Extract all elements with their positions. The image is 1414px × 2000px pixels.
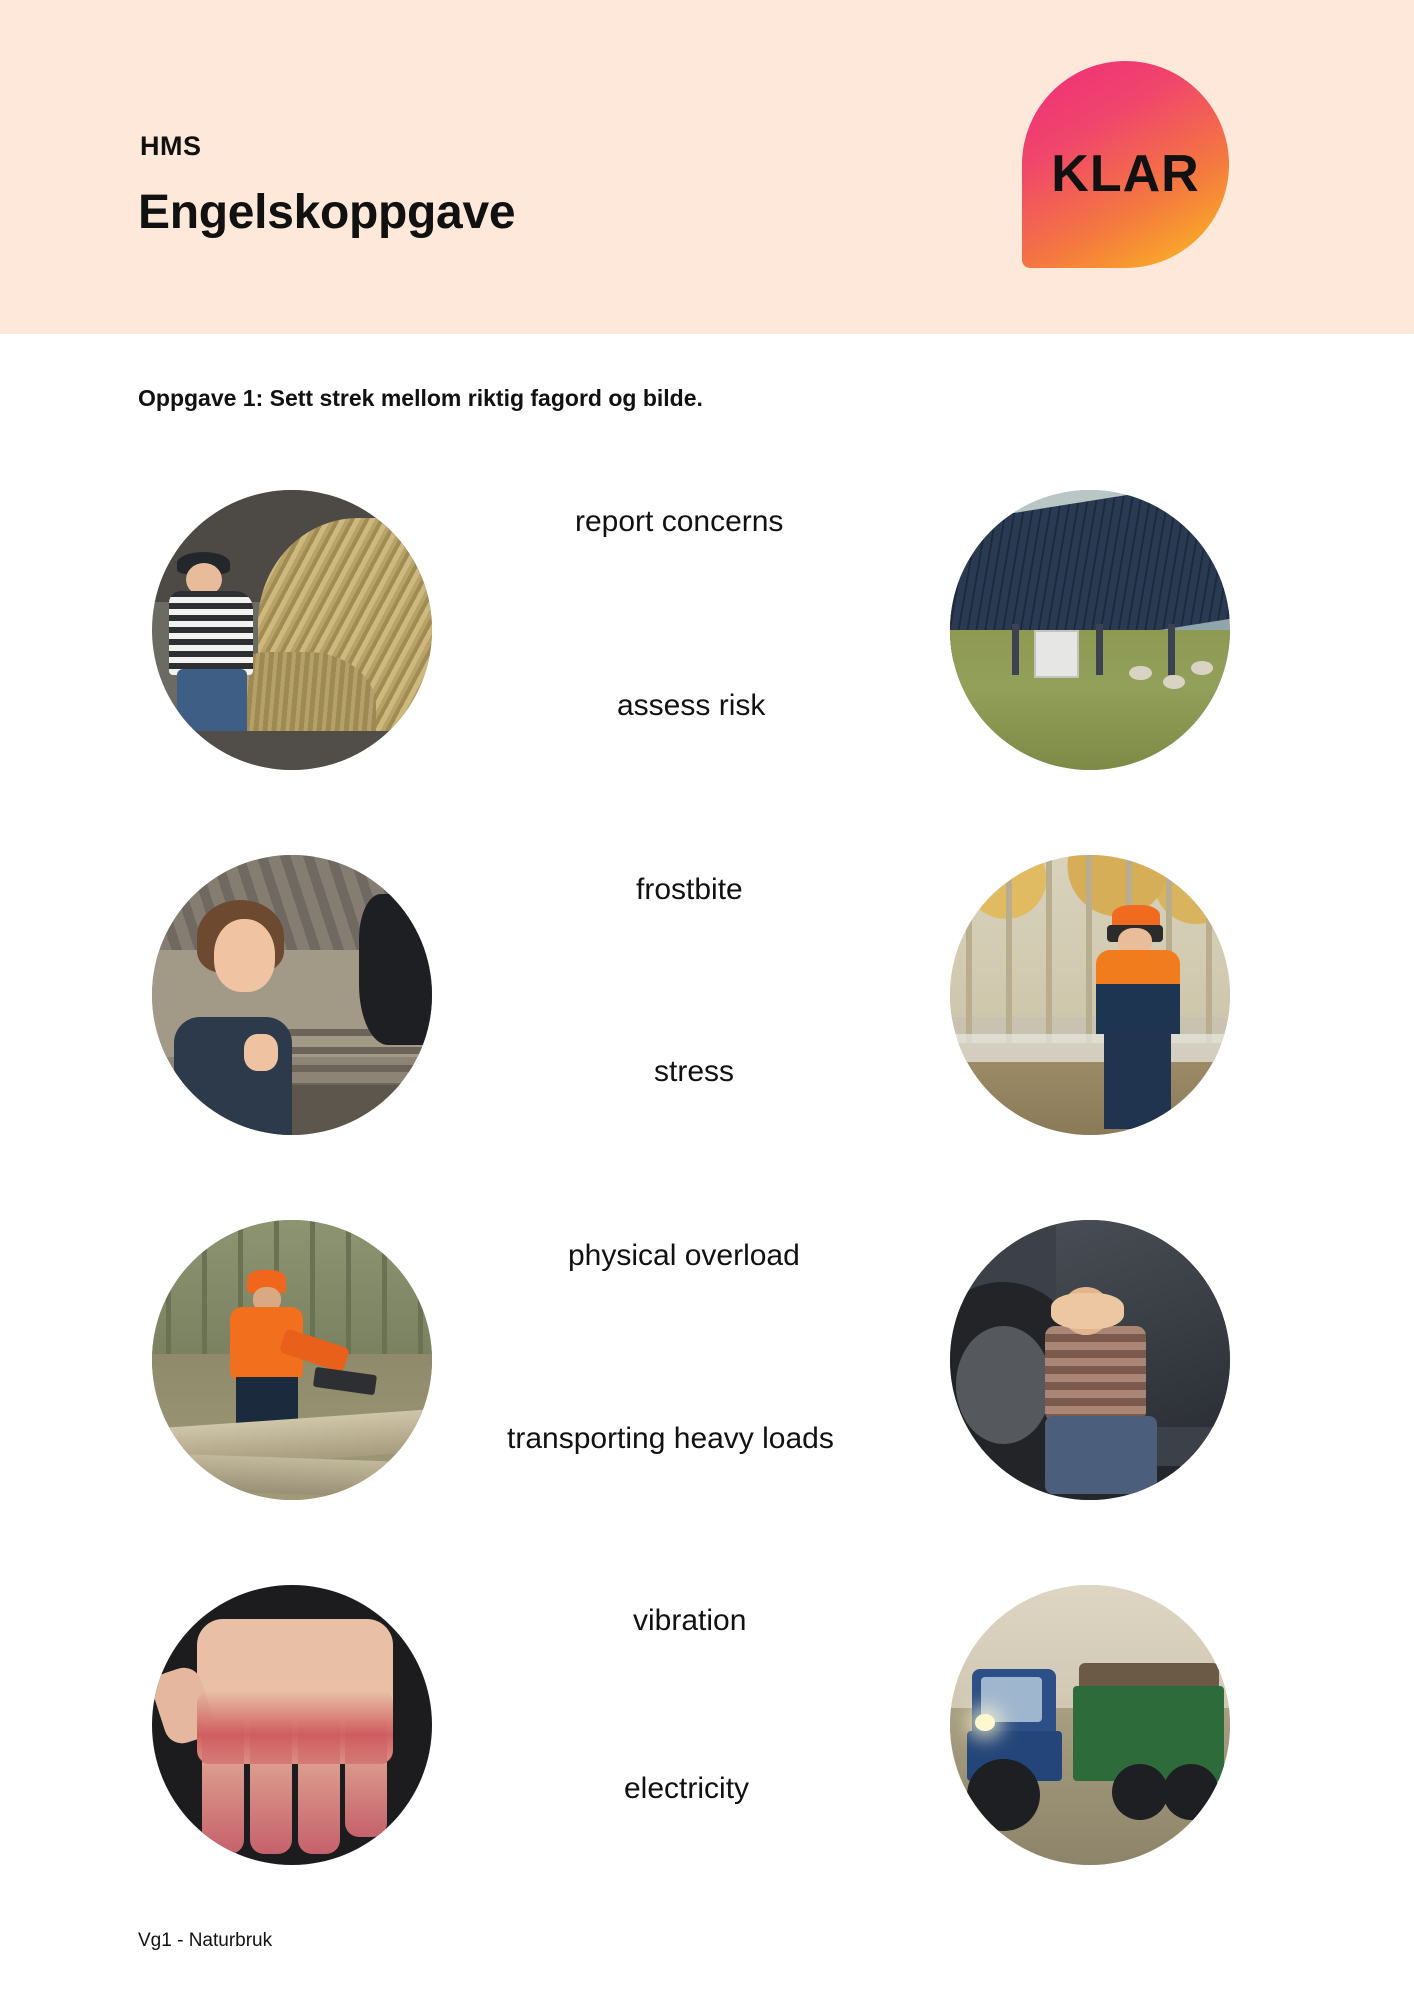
klar-logo (1022, 61, 1229, 268)
stressed-farmer-tractor-photo (950, 1220, 1230, 1500)
word-transporting-heavy-loads: transporting heavy loads (507, 1422, 834, 1455)
footer-text: Vg1 - Naturbruk (138, 1930, 273, 1951)
chainsaw-logging-photo (152, 1220, 432, 1500)
page-title: Engelskoppgave (138, 186, 516, 239)
tractor-with-trailer-photo (950, 1585, 1230, 1865)
word-report-concerns: report concerns (575, 505, 784, 538)
header-eyebrow: HMS (140, 131, 202, 161)
word-vibration: vibration (633, 1604, 747, 1637)
hay-bale-lifting-photo (152, 490, 432, 770)
word-stress: stress (654, 1055, 735, 1088)
solar-panels-field-photo (950, 490, 1230, 770)
word-electricity: electricity (624, 1772, 750, 1805)
word-physical-overload: physical overload (568, 1239, 800, 1272)
frostbitten-hand-photo (152, 1585, 432, 1865)
task-instruction: Oppgave 1: Sett strek mellom riktig fagord og bilde. (138, 385, 703, 411)
word-assess-risk: assess risk (617, 689, 766, 722)
forestry-worker-autumn-photo (950, 855, 1230, 1135)
woman-talking-in-barn-photo (152, 855, 432, 1135)
logo-text: KLAR (1051, 145, 1200, 203)
word-frostbite: frostbite (636, 873, 743, 906)
